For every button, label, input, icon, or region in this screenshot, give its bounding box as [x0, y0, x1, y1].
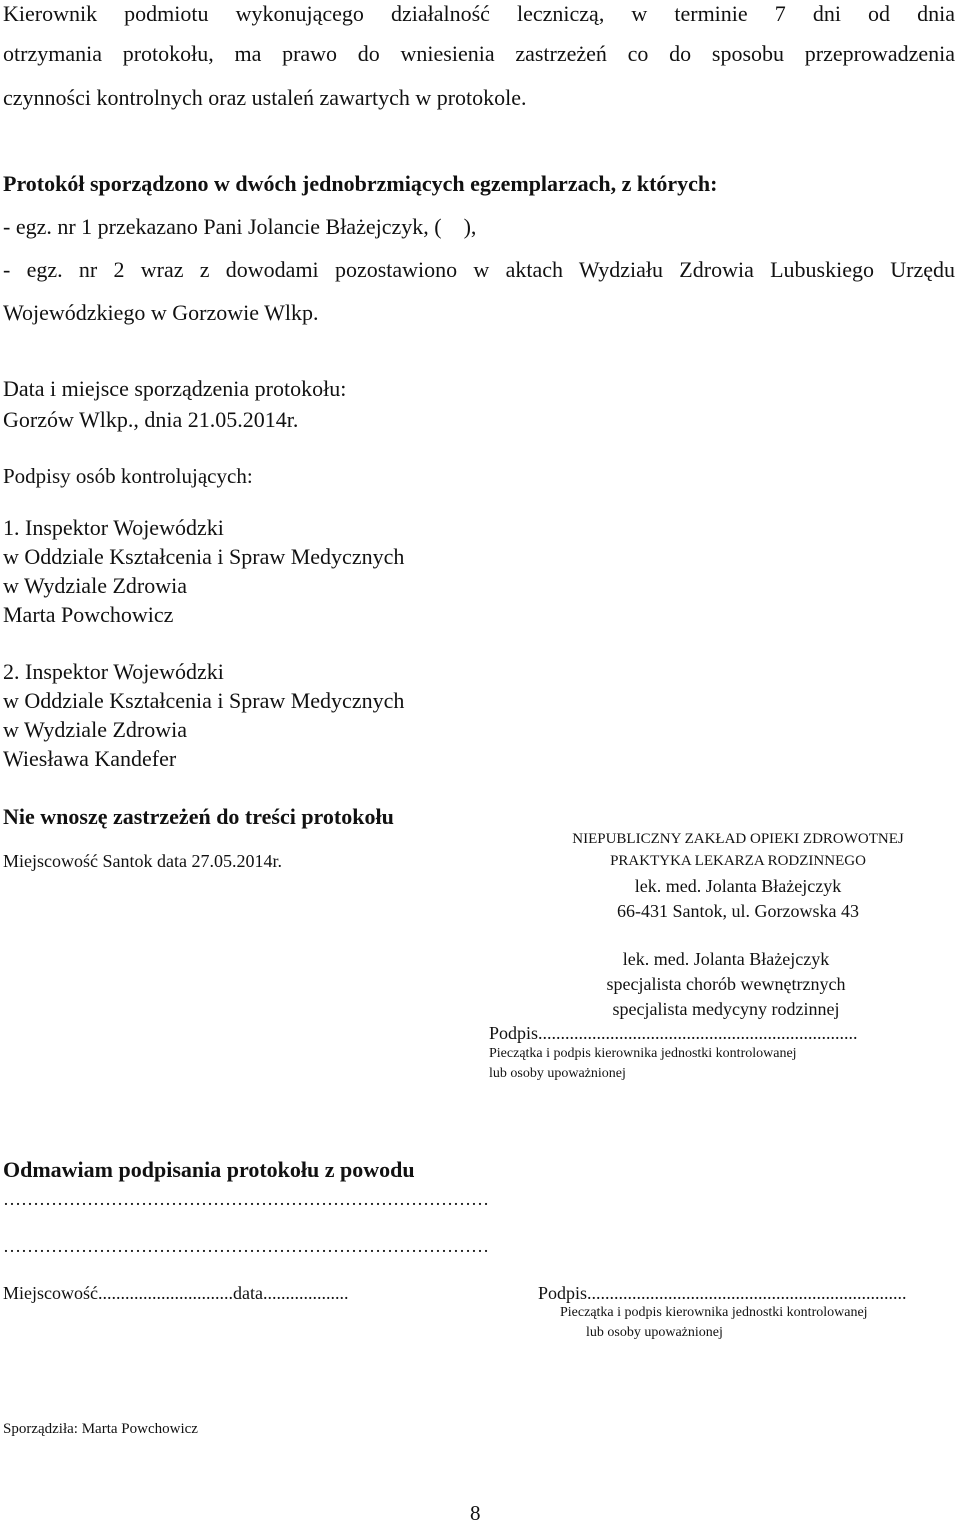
no-objections-heading: Nie wnoszę zastrzeżeń do treści protokołu	[3, 804, 394, 829]
inspector-1-dept: w Oddziale Kształcenia i Spraw Medycznych	[3, 544, 405, 569]
no-objections-place-date: Miejscowość Santok data 27.05.2014r.	[3, 851, 282, 871]
inspectors-heading: Podpisy osób kontrolujących:	[3, 464, 253, 488]
refusal-heading: Odmawiam podpisania protokołu z powodu	[3, 1157, 415, 1182]
refusal-caption-2: lub osoby upoważnionej	[586, 1325, 723, 1340]
refusal-dots-1: ………………………………………………………………………	[3, 1189, 489, 1209]
inspector-2-name: Wiesława Kandefer	[3, 746, 177, 771]
copies-item-2-line-1: - egz. nr 2 wraz z dowodami pozostawiono w aktach Wydziału Zdrowia Lubuskiego Urzędu	[3, 257, 955, 282]
copies-item-2-line-2: Wojewódzkiego w Gorzowie Wlkp.	[3, 300, 319, 325]
inspector-1-title: 1. Inspektor Wojewódzki	[3, 515, 224, 540]
date-place-label: Data i miejsce sporządzenia protokołu:	[3, 376, 347, 401]
signature-1-caption-1: Pieczątka i podpis kierownika jednostki kontrolowanej	[489, 1046, 797, 1061]
stamp-line-4: 66-431 Santok, ul. Gorzowska 43	[617, 901, 859, 921]
page-number: 8	[470, 1501, 481, 1525]
doctor-stamp-line-2: specjalista chorób wewnętrznych	[606, 974, 846, 994]
inspector-1-division: w Wydziale Zdrowia	[3, 573, 187, 598]
signature-1-caption-2: lub osoby upoważnionej	[489, 1066, 626, 1081]
date-place-value: Gorzów Wlkp., dnia 21.05.2014r.	[3, 407, 299, 432]
signature-1-label: Podpis.......................................................................	[489, 1023, 858, 1043]
stamp-line-3: lek. med. Jolanta Błażejczyk	[634, 876, 842, 896]
intro-line-1: Kierownik podmiotu wykonującego działalność leczniczą, w terminie 7 dni od dnia	[3, 1, 955, 26]
inspector-1-name: Marta Powchowicz	[3, 602, 174, 627]
intro-line-3: czynności kontrolnych oraz ustaleń zawartych w protokole.	[3, 85, 527, 110]
inspector-2-title: 2. Inspektor Wojewódzki	[3, 659, 224, 684]
stamp-line-1: NIEPUBLICZNY ZAKŁAD OPIEKI ZDROWOTNEJ	[572, 831, 904, 847]
copies-heading: Protokół sporządzono w dwóch jednobrzmiących egzemplarzach, z których:	[3, 171, 718, 196]
refusal-place-date: Miejscowość..............................data...................	[3, 1283, 349, 1303]
intro-line-2: otrzymania protokołu, ma prawo do wniesienia zastrzeżeń co do sposobu przeprowadzenia	[3, 41, 955, 66]
stamp-line-2: PRAKTYKA LEKARZA RODZINNEGO	[610, 853, 866, 869]
refusal-caption-1: Pieczątka i podpis kierownika jednostki kontrolowanej	[560, 1305, 868, 1320]
inspector-2-dept: w Oddziale Kształcenia i Spraw Medycznych	[3, 688, 405, 713]
prepared-by: Sporządziła: Marta Powchowicz	[3, 1421, 198, 1437]
refusal-dots-2: ………………………………………………………………………	[3, 1236, 489, 1256]
refusal-signature-label: Podpis.......................................................................	[538, 1283, 907, 1303]
doctor-stamp-line-3: specjalista medycyny rodzinnej	[612, 999, 840, 1019]
copies-item-1: - egz. nr 1 przekazano Pani Jolancie Błażejczyk, ( ),	[3, 214, 477, 239]
inspector-2-division: w Wydziale Zdrowia	[3, 717, 187, 742]
doctor-stamp-line-1: lek. med. Jolanta Błażejczyk	[622, 949, 830, 969]
